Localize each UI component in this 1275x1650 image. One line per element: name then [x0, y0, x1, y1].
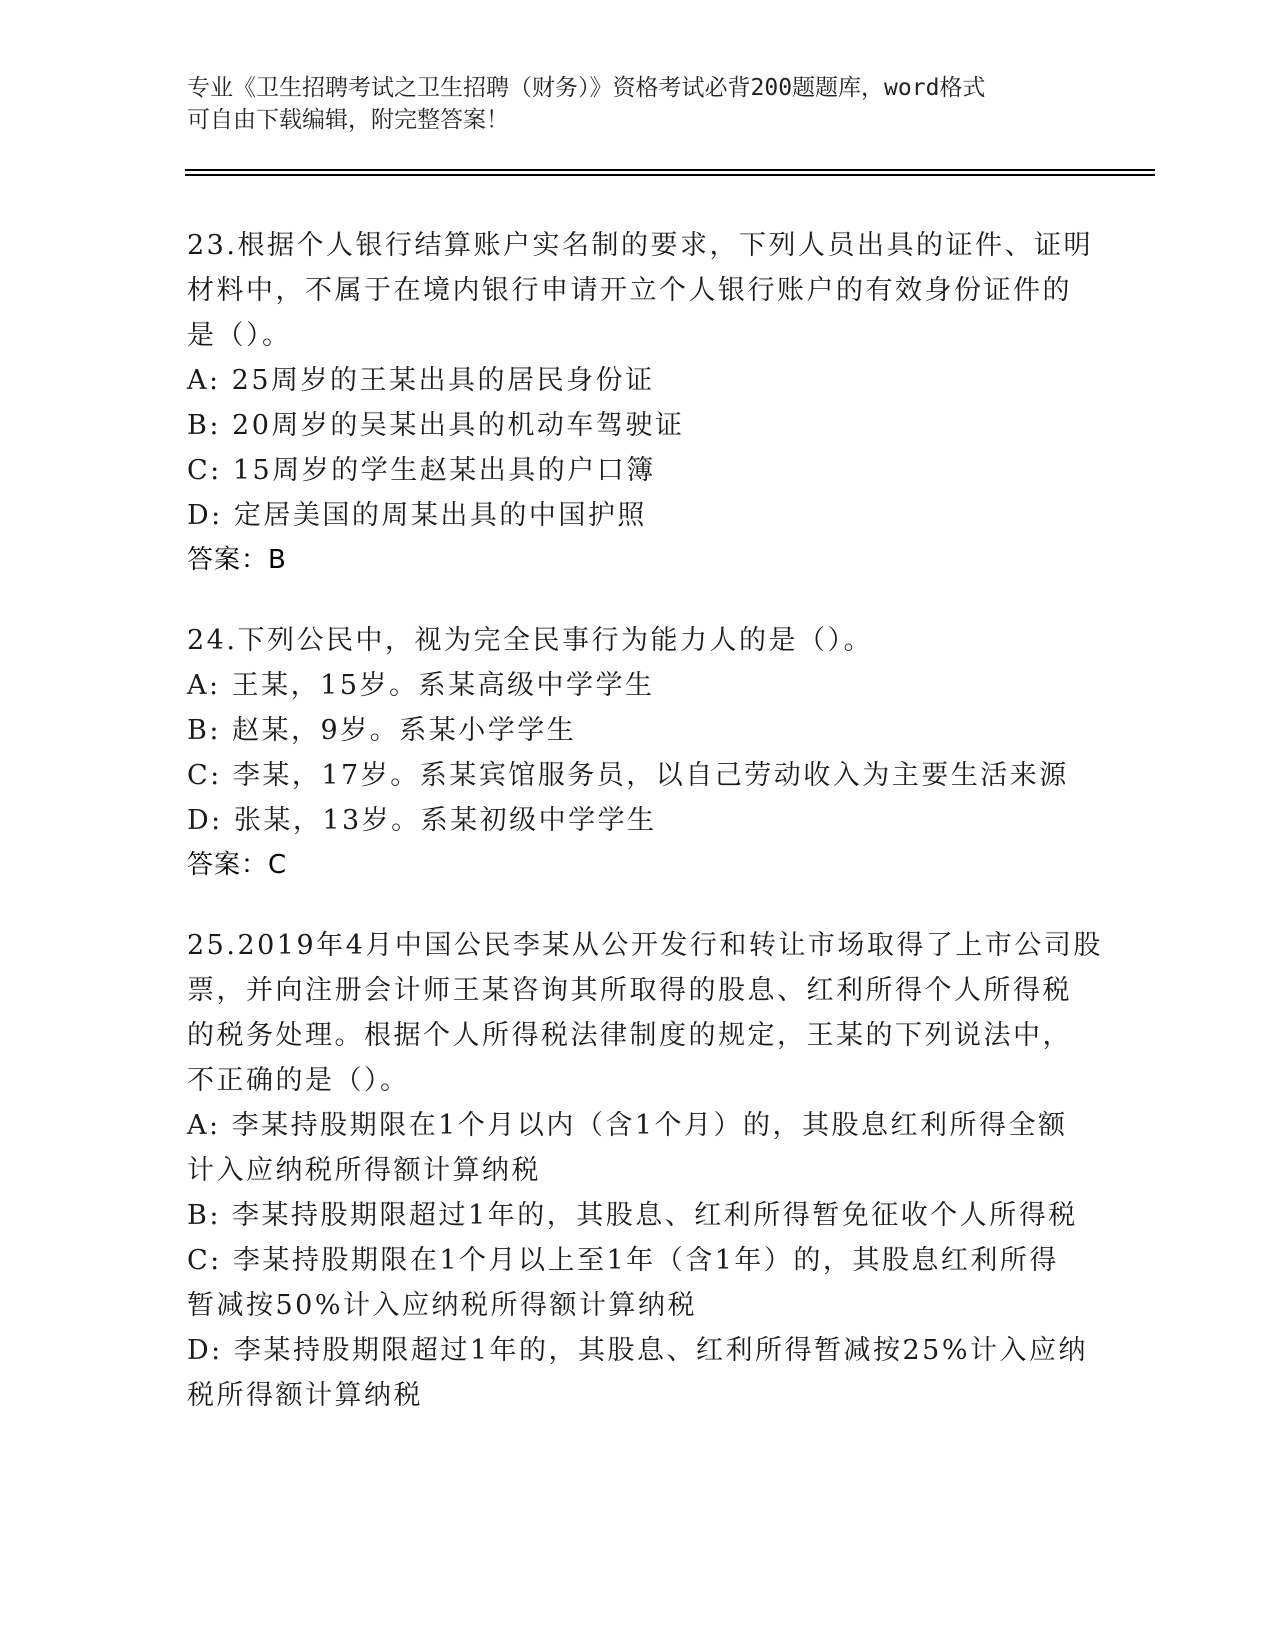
option-d: D: 定居美国的周某出具的中国护照	[187, 500, 647, 531]
header-line-2: 可自由下载编辑，附完整答案！	[187, 107, 509, 133]
question-text-line: 25.2019年4月中国公民李某从公开发行和转让市场取得了上市公司股	[187, 930, 1103, 961]
option-c: C: 15周岁的学生赵某出具的户口簿	[187, 455, 656, 486]
question-text-line: 材料中，不属于在境内银行申请开立个人银行账户的有效身份证件的	[187, 275, 1072, 306]
question-text-line: 不正确的是（）。	[187, 1065, 410, 1096]
option-d-continued: 税所得额计算纳税	[187, 1380, 423, 1411]
question-24	[187, 618, 1087, 888]
header-line-1: 专业《卫生招聘考试之卫生招聘（财务）》资格考试必背200题题库，word格式	[187, 75, 986, 101]
question-text-line: 24.下列公民中，视为完全民事行为能力人的是（）。	[187, 625, 873, 656]
option-a-continued: 计入应纳税所得额计算纳税	[187, 1155, 541, 1186]
option-a: A: 25周岁的王某出具的居民身份证	[187, 365, 655, 396]
question-text-line: 23.根据个人银行结算账户实名制的要求，下列人员出具的证件、证明	[187, 230, 1093, 261]
option-a: A: 李某持股期限在1个月以内（含1个月）的，其股息红利所得全额	[187, 1110, 1068, 1141]
header-divider-top	[185, 169, 1155, 171]
answer: 答案：C	[187, 850, 288, 880]
option-b: B: 赵某，9岁。系某小学学生	[187, 715, 577, 746]
option-a: A: 王某，15岁。系某高级中学学生	[187, 670, 655, 701]
header-divider-bottom	[185, 174, 1155, 176]
option-b: B: 20周岁的吴某出具的机动车驾驶证	[187, 410, 685, 441]
option-c: C: 李某，17岁。系某宾馆服务员，以自己劳动收入为主要生活来源	[187, 760, 1069, 791]
question-text-line: 票，并向注册会计师王某咨询其所取得的股息、红利所得个人所得税	[187, 975, 1072, 1006]
question-25	[187, 923, 1103, 1418]
option-b: B: 李某持股期限超过1年的，其股息、红利所得暂免征收个人所得税	[187, 1200, 1078, 1231]
option-d: D: 李某持股期限超过1年的，其股息、红利所得暂减按25%计入应纳	[187, 1335, 1089, 1366]
option-c-continued: 暂减按50%计入应纳税所得额计算纳税	[187, 1290, 698, 1321]
option-c: C: 李某持股期限在1个月以上至1年（含1年）的，其股息红利所得	[187, 1245, 1059, 1276]
question-23	[187, 223, 1093, 583]
question-text-line: 是（）。	[187, 320, 292, 351]
question-text-line: 的税务处理。根据个人所得税法律制度的规定，王某的下列说法中，	[187, 1020, 1072, 1051]
answer: 答案：B	[187, 545, 287, 575]
option-d: D: 张某，13岁。系某初级中学学生	[187, 805, 657, 836]
